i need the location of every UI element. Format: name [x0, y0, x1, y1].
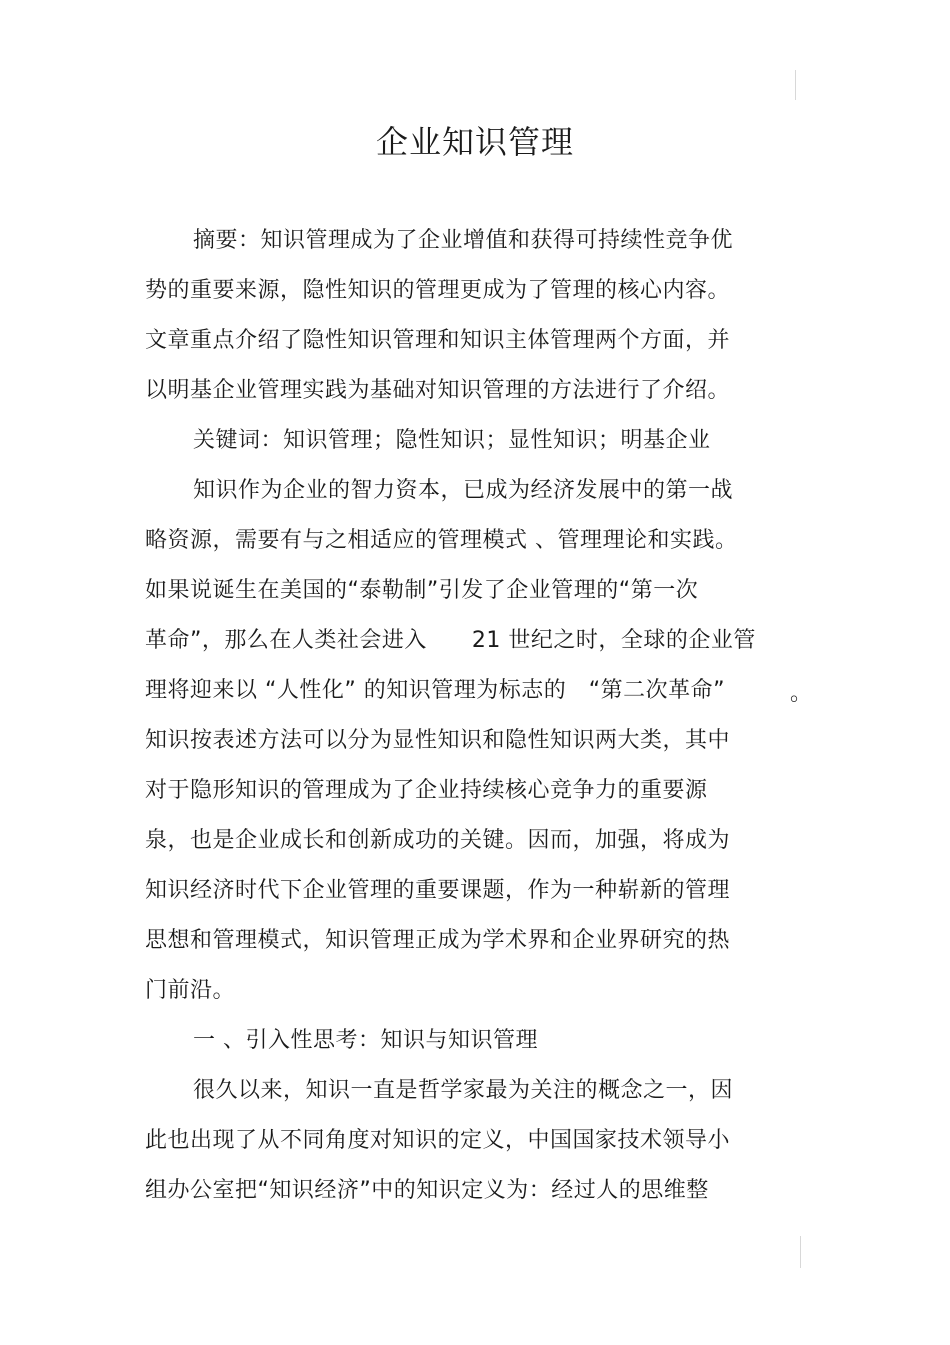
page-corner-mark-bottom: [800, 1236, 801, 1268]
document-title: 企业知识管理: [375, 123, 574, 161]
keywords-line: 关键词：知识管理；隐性知识；显性知识；明基企业: [193, 428, 711, 453]
abstract-line-3: 文章重点介绍了隐性知识管理和知识主体管理两个方面，并: [145, 328, 731, 353]
body-line-6: 知识按表述方法可以分为显性知识和隐性知识两大类，其中: [145, 728, 731, 753]
body-line-7: 对于隐形知识的管理成为了企业持续核心竞争力的重要源: [145, 778, 708, 803]
body-line-2: 略资源，需要有与之相适应的管理模式 、管理理论和实践。: [145, 528, 738, 553]
section-line-2: 此也出现了从不同角度对知识的定义，中国国家技术领导小: [145, 1128, 731, 1153]
abstract-line-2: 势的重要来源，隐性知识的管理更成为了管理的核心内容。: [145, 278, 731, 303]
section-heading-1: 一 、引入性思考：知识与知识管理: [193, 1028, 538, 1053]
body-line-10: 思想和管理模式，知识管理正成为学术界和企业界研究的热: [145, 928, 731, 953]
body-line-4: 革命”，那么在人类社会进入 21 世纪之时，全球的企业管: [145, 628, 756, 653]
body-line-1: 知识作为企业的智力资本，已成为经济发展中的第一战: [193, 478, 734, 503]
section-line-1: 很久以来，知识一直是哲学家最为关注的概念之一，因: [193, 1078, 734, 1103]
body-line-5: 理将迎来以 “人性化” 的知识管理为标志的 “第二次革命”: [145, 678, 726, 703]
abstract-line-4: 以明基企业管理实践为基础对知识管理的方法进行了介绍。: [145, 378, 731, 403]
body-line-3: 如果说诞生在美国的“泰勒制”引发了企业管理的“第一次: [145, 578, 699, 603]
body-line-8: 泉，也是企业成长和创新成功的关键。因而，加强，将成为: [145, 828, 731, 853]
body-line-9: 知识经济时代下企业管理的重要课题，作为一种崭新的管理: [145, 878, 731, 903]
body-line-11: 门前沿。: [145, 978, 236, 1003]
page-corner-mark-top: [795, 70, 796, 100]
body-line-5-period: 。: [790, 681, 813, 706]
abstract-line-1: 摘要：知识管理成为了企业增值和获得可持续性竞争优: [193, 228, 734, 253]
section-line-3: 组办公室把“知识经济”中的知识定义为：经过人的思维整: [145, 1178, 709, 1203]
